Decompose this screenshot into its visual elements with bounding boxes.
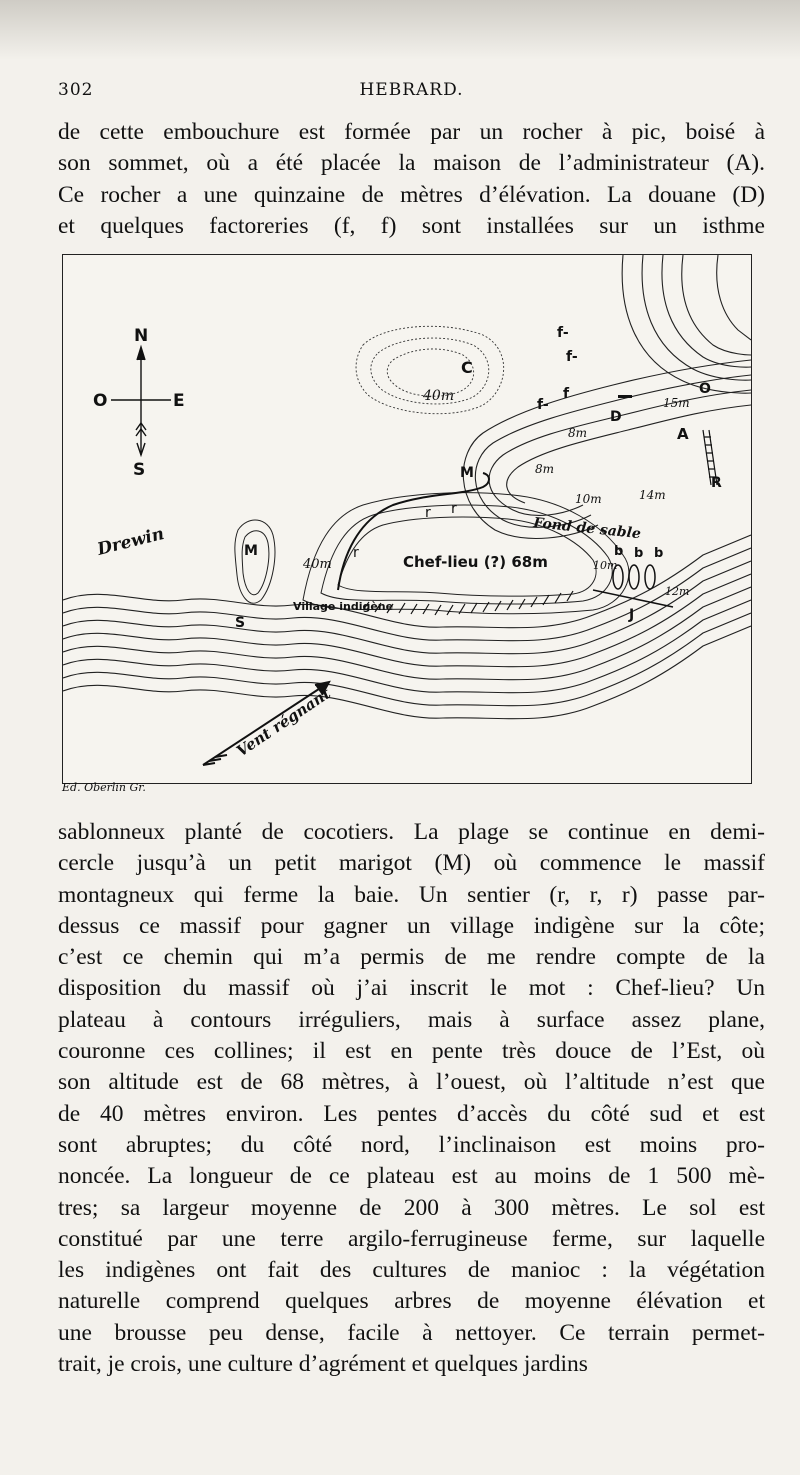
label-boat-3: b xyxy=(654,546,664,561)
map-figure xyxy=(62,254,752,784)
label-admin-a: A xyxy=(677,425,689,443)
engraver-credit: Ed. Oberlin Gr. xyxy=(62,781,146,794)
text-line: naturelle comprend quelques arbres de moyenne élévation et xyxy=(58,1288,765,1315)
depth-10a: 10m xyxy=(575,492,602,506)
text-line: son sommet, où a été placée la maison de l’administrateur (A). xyxy=(58,150,765,177)
compass-rose xyxy=(111,347,171,455)
label-path-r3: r xyxy=(353,545,359,561)
text-line: une brousse peu dense, facile à nettoyer. Ce terrain permet- xyxy=(58,1319,765,1346)
label-vent: Vent régnant xyxy=(233,684,334,761)
text-line: de cette embouchure est formée par un rocher à pic, boisé à xyxy=(58,119,765,145)
depth-12: 12m xyxy=(665,585,690,598)
label-o: O xyxy=(699,381,711,397)
depth-8b: 8m xyxy=(535,462,555,476)
label-douane-d: D xyxy=(610,409,622,425)
label-factory-4: f xyxy=(563,386,570,402)
compass-south: S xyxy=(133,460,146,480)
label-s: S xyxy=(235,615,246,631)
compass-north: N xyxy=(134,326,149,346)
text-line: les indigènes ont fait des cultures de manioc : la végétation xyxy=(58,1257,765,1284)
text-line: constitué par une terre argilo-ferrugineuse ferme, sur laquelle xyxy=(58,1225,765,1252)
label-factory-1: f- xyxy=(557,325,569,341)
text-line: son altitude est de 68 mètres, à l’ouest, où l’altitude n’est que xyxy=(58,1069,765,1096)
label-marigot-m: M xyxy=(460,465,474,481)
running-title: HEBRARD. xyxy=(359,80,464,100)
page-number: 302 xyxy=(58,80,94,100)
label-drewin: Drewin xyxy=(95,524,167,560)
running-head xyxy=(58,80,765,104)
depth-14: 14m xyxy=(639,488,666,502)
label-village: Village indigène xyxy=(293,600,394,613)
text-line: couronne ces collines; il est en pente très douce de l’Est, où xyxy=(58,1038,765,1065)
label-boat-2: b xyxy=(634,546,644,561)
label-altitude-west: 40m xyxy=(303,557,332,572)
label-factory-3: f- xyxy=(537,397,549,413)
depth-10b: 10m xyxy=(593,559,618,572)
label-j: J xyxy=(629,607,635,623)
depth-8a: 8m xyxy=(568,426,588,440)
text-line: et quelques factoreries (f, f) sont installées sur un isthme xyxy=(58,212,765,239)
compass-east: E xyxy=(173,391,185,411)
compass-west: O xyxy=(93,391,108,411)
islet xyxy=(235,520,275,603)
paragraph-top xyxy=(58,117,765,242)
label-boat-1: b xyxy=(614,544,624,559)
text-line: sont abruptes; du côté nord, l’inclinaison est moins pro- xyxy=(58,1131,765,1158)
label-factory-2: f- xyxy=(566,349,578,365)
paragraph-bottom xyxy=(58,817,765,1380)
label-fond-sable: Fond de sable xyxy=(532,515,642,543)
customs-building xyxy=(618,395,632,398)
text-line: plateau à contours irréguliers, mais à surface assez plane, xyxy=(58,1006,765,1033)
text-line: disposition du massif où j’ai inscrit le mot : Chef-lieu? Un xyxy=(58,975,765,1002)
footpath xyxy=(338,473,489,590)
label-hill-c-altitude: 40m xyxy=(423,388,455,404)
map-engraving xyxy=(63,255,751,783)
text-line: montagneux qui ferme la baie. Un sentier (r, r, r) passe par- xyxy=(58,881,765,908)
label-path-r2: r xyxy=(451,501,457,517)
text-line: tres; sa largeur moyenne de 200 à 300 mètres. Le sol est xyxy=(58,1194,765,1221)
label-path-r1: r xyxy=(425,505,431,521)
text-line: trait, je crois, une culture d’agrément et quelques jardins xyxy=(58,1351,588,1378)
label-islet-m: M xyxy=(244,543,258,559)
text-line: noncée. La longueur de ce plateau est au moins de 1 500 mè- xyxy=(58,1163,765,1190)
text-line: Ce rocher a une quinzaine de mètres d’élévation. La douane (D) xyxy=(58,181,765,208)
depth-15: 15m xyxy=(663,396,690,410)
text-line: cercle jusqu’à un petit marigot (M) où commence le massif xyxy=(58,850,765,877)
label-chef-lieu: Chef-lieu (?) 68m xyxy=(403,553,548,571)
label-hill-c: C xyxy=(461,358,473,377)
label-bridge-r: R xyxy=(711,475,722,491)
text-line: de 40 mètres environ. Les pentes d’accès du côté sud et est xyxy=(58,1100,765,1127)
text-line: sablonneux planté de cocotiers. La plage se continue en demi- xyxy=(58,819,765,845)
scan-edge xyxy=(0,0,800,60)
text-line: dessus ce massif pour gagner un village indigène sur la côte; xyxy=(58,912,765,939)
text-line: c’est ce chemin qui m’a permis de me rendre compte de la xyxy=(58,944,765,971)
